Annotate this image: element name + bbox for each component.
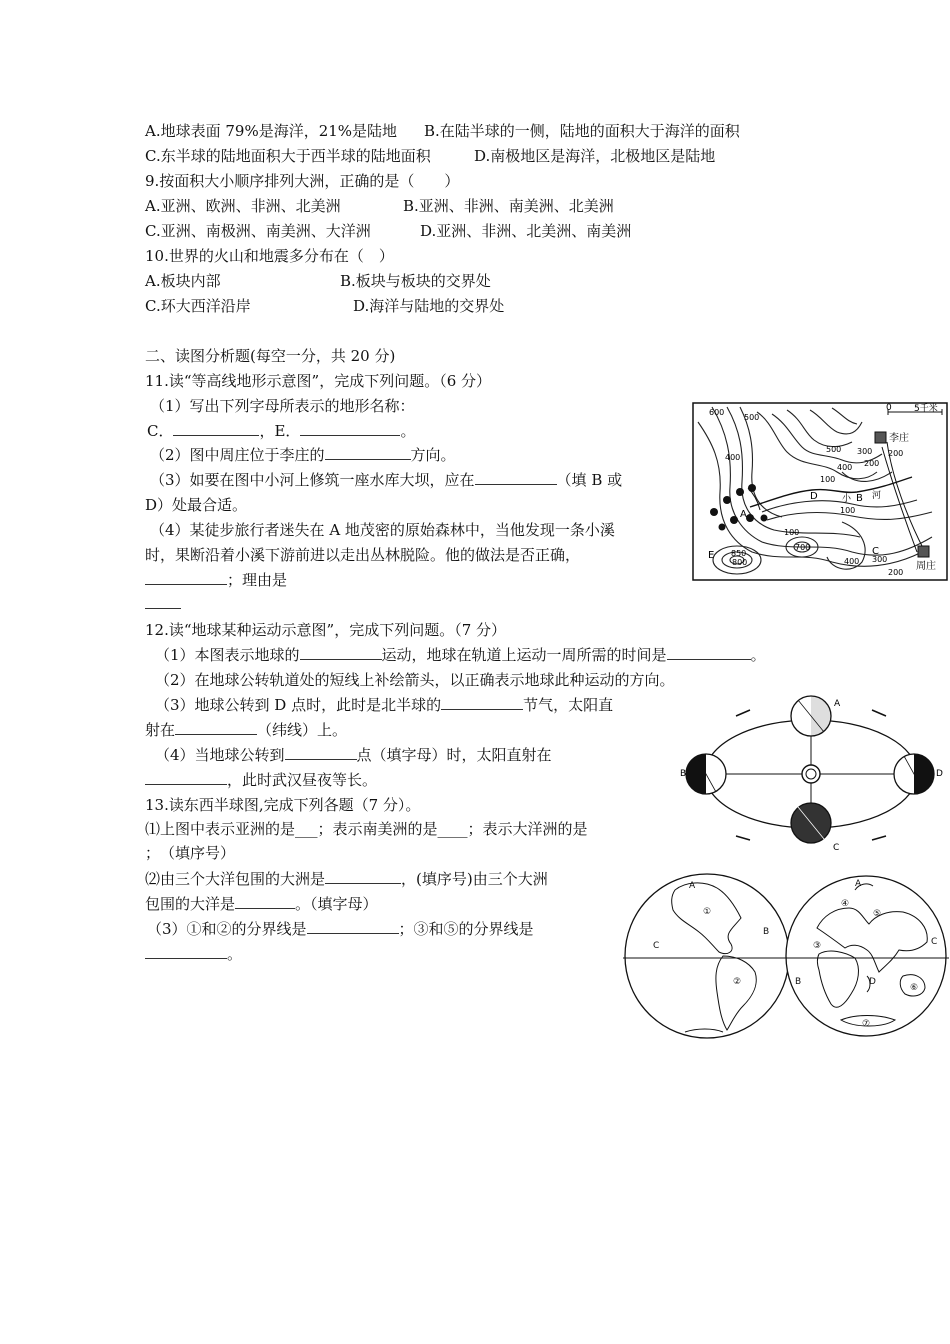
q12-solar-term-blank[interactable] <box>441 695 523 710</box>
q11-c-label: C． <box>147 422 174 440</box>
contour-label: 200 <box>888 568 904 577</box>
q9-option-a: A.亚洲、欧洲、非洲、北美洲 <box>145 197 341 215</box>
q13-part3-pre: （3）①和②的分界线是 <box>147 920 307 938</box>
q9-option-c: C.亚洲、南极洲、南美洲、大洋洲 <box>145 222 371 240</box>
contour-label: 100 <box>840 506 856 515</box>
q8-option-b: B.在陆半球的一侧，陆地的面积大于海洋的面积 <box>424 122 740 140</box>
q12-part4-line2 <box>145 770 377 790</box>
map-letter-a: A <box>740 509 747 520</box>
contour-label: 400 <box>837 463 853 472</box>
hemi-number-6: ⑥ <box>910 983 919 993</box>
q8-option-c: C.东半球的陆地面积大于西半球的陆地面积 <box>145 147 431 165</box>
orbit-diagram <box>676 690 944 860</box>
orbit-label-a: A <box>834 699 841 709</box>
q12-part1-mid: 运动，地球在轨道上运动一周所需的时间是 <box>381 646 667 664</box>
q11-part3-post: （填 B 或 <box>556 471 623 489</box>
q13-part3-mid: ；③和⑤的分界线是 <box>398 920 534 938</box>
q12-part4-pre: （4）当地球公转到 <box>155 746 285 764</box>
q11-part2-post: 方向。 <box>410 446 456 464</box>
q11-part3-pre: （3）如要在图中小河上修筑一座水库大坝，应在 <box>150 471 475 489</box>
q13-part2-pre: ⑵由三个大洋包围的大洲是 <box>145 870 326 888</box>
q9-option-d: D.亚洲、非洲、北美洲、南美洲 <box>420 222 632 240</box>
map-lizhuang: 李庄 <box>889 433 909 444</box>
q13-part2-line2-pre: 包围的大洋是 <box>145 895 236 913</box>
orbit-label-c: C <box>833 843 840 853</box>
q12-part1-end: 。 <box>750 646 766 664</box>
q11-end: 。 <box>400 422 416 440</box>
contour-label: 200 <box>864 459 880 468</box>
q12-stem: 12.读“地球某种运动示意图”，完成下列问题。（7 分） <box>145 621 507 639</box>
hemi-number-1: ① <box>703 907 712 917</box>
q11-direction-blank[interactable] <box>325 445 411 460</box>
q10-option-c: C.环大西洋沿岸 <box>145 297 251 315</box>
hemi-number-7: ⑦ <box>862 1019 871 1029</box>
q11-c-blank[interactable] <box>173 421 259 436</box>
q13-part2-post: ，(填序号)由三个大洲 <box>401 870 548 888</box>
contour-label: 200 <box>888 449 904 458</box>
contour-label: 400 <box>725 453 741 462</box>
contour-label: 100 <box>820 475 836 484</box>
q11-e-blank[interactable] <box>300 421 400 436</box>
q12-point-blank[interactable] <box>285 745 357 760</box>
q12-part3-line2-pre: 射在 <box>145 721 176 739</box>
map-scale-zero: 0 <box>886 403 892 413</box>
q12-part3 <box>155 695 613 715</box>
hemi-label-b-west: B <box>763 927 770 937</box>
q11-stem: 11.读“等高线地形示意图”，完成下列问题。（6 分） <box>145 372 492 390</box>
q12-part4-line2-text: ，此时武汉昼夜等长。 <box>227 771 378 789</box>
q12-latitude-blank[interactable] <box>175 720 257 735</box>
q10-option-a: A.板块内部 <box>145 272 221 290</box>
q9-option-b: B.亚洲、非洲、南美洲、北美洲 <box>403 197 614 215</box>
q11-part4-line2: 时，果断沿着小溪下游前进以走出丛林脱险。他的做法是否正确， <box>145 546 581 564</box>
q11-reason-blank[interactable] <box>145 608 181 609</box>
q12-part3-line2 <box>145 720 347 740</box>
contour-label: 300 <box>857 447 873 456</box>
q13-boundary1-blank[interactable] <box>307 919 399 934</box>
q11-part4-line3 <box>145 570 287 590</box>
q13-part3 <box>147 919 534 939</box>
q13-ocean-blank[interactable] <box>235 894 295 909</box>
hemi-label-a-east: A <box>855 879 862 889</box>
q11-correct-blank[interactable] <box>145 570 227 585</box>
contour-label: 500 <box>826 445 842 454</box>
q10-option-b: B.板块与板块的交界处 <box>340 272 491 290</box>
q11-part4-line1: （4）某徒步旅行者迷失在 A 地茂密的原始森林中，当他发现一条小溪 <box>150 521 615 539</box>
orbit-label-d: D <box>936 769 943 779</box>
hemi-label-b-east: B <box>795 977 802 987</box>
q12-part3-pre: （3）地球公转到 D 点时，此时是北半球的 <box>155 696 442 714</box>
q13-part1: ⑴上图中表示亚洲的是___；表示南美洲的是____；表示大洋洲的是 <box>145 820 588 838</box>
q13-part2-line1 <box>145 869 548 889</box>
hemi-label-c-east: C <box>931 937 938 947</box>
q13-boundary2-blank[interactable] <box>145 944 227 959</box>
q13-part2-line2 <box>145 894 378 914</box>
map-zhouzhuang: 周庄 <box>916 561 936 572</box>
hemi-label-d-east: D <box>869 977 876 987</box>
map-river: 小 <box>842 494 852 504</box>
q12-part1-pre: （1）本图表示地球的 <box>155 646 300 664</box>
q11-part3 <box>150 470 622 490</box>
q13-part3-end: 。 <box>227 945 243 963</box>
q11-e-label: ，E． <box>259 422 301 440</box>
map-letter-e: E <box>708 550 715 561</box>
hemispheres-map <box>623 872 949 1040</box>
q12-part2: （2）在地球公转轨道处的短线上补绘箭头，以正确表示地球此种运动的方向。 <box>155 671 675 689</box>
q11-dam-blank[interactable] <box>475 470 557 485</box>
contour-label: 850 <box>731 549 747 558</box>
q10-stem: 10.世界的火山和地震多分布在（ ） <box>145 247 394 265</box>
q12-part3-post: 节气，太阳直 <box>523 696 614 714</box>
contour-label: 700 <box>795 543 811 552</box>
orbit-label-b: B <box>680 769 687 779</box>
q8-option-d: D.南极地区是海洋，北极地区是陆地 <box>474 147 716 165</box>
q10-option-d: D.海洋与陆地的交界处 <box>353 297 505 315</box>
q13-part2-line2-post: 。（填字母） <box>295 895 378 913</box>
q12-part1 <box>155 645 766 665</box>
q11-part4-reason: ；理由是 <box>227 571 288 589</box>
q13-part1-cont: ； （填序号） <box>145 844 236 862</box>
contour-label: 500 <box>744 413 760 422</box>
q12-motion-blank[interactable] <box>300 645 382 660</box>
q11-part3-line2: D）处最合适。 <box>145 496 248 514</box>
contour-label: 800 <box>732 558 748 567</box>
hemi-label-a-west: A <box>689 881 696 891</box>
contour-label: 100 <box>784 528 800 537</box>
q9-stem: 9.按面积大小顺序排列大洲，正确的是（ ） <box>145 172 460 190</box>
q13-stem: 13.读东西半球图,完成下列各题（7 分）。 <box>145 796 421 814</box>
contour-map <box>692 402 948 582</box>
q12-part4 <box>155 745 552 765</box>
q11-part1: （1）写出下列字母所表示的地形名称： <box>150 397 415 415</box>
q12-part3-line2-post: （纬线）上。 <box>257 721 348 739</box>
section-title: 二、读图分析题(每空一分，共 20 分) <box>145 347 396 365</box>
q8-option-a: A.地球表面 79%是海洋，21%是陆地 <box>145 122 398 140</box>
contour-label: 600 <box>709 408 725 417</box>
q13-part3-line2 <box>145 944 242 964</box>
hemi-number-4: ④ <box>841 899 850 909</box>
map-letter-d: D <box>810 491 818 502</box>
hemi-number-5: ⑤ <box>873 909 882 919</box>
map-river2: 河 <box>872 491 882 501</box>
q12-direct-blank[interactable] <box>145 770 227 785</box>
q13-continent-blank[interactable] <box>325 869 401 884</box>
q11-part2-pre: （2）图中周庄位于李庄的 <box>150 446 325 464</box>
contour-label: 300 <box>872 555 888 564</box>
hemi-number-2: ② <box>733 977 742 987</box>
map-letter-b: B <box>856 493 863 504</box>
map-letter-c: C <box>872 546 879 557</box>
contour-label: 400 <box>844 557 860 566</box>
hemi-label-c-west: C <box>653 941 660 951</box>
q12-period-blank[interactable] <box>667 645 751 660</box>
hemi-number-3: ③ <box>813 941 822 951</box>
q11-part1-blanks <box>147 421 415 441</box>
q12-part4-post: 点（填字母）时，太阳直射在 <box>356 746 552 764</box>
q11-part2 <box>150 445 456 465</box>
map-scale: 5千米 <box>914 404 938 414</box>
